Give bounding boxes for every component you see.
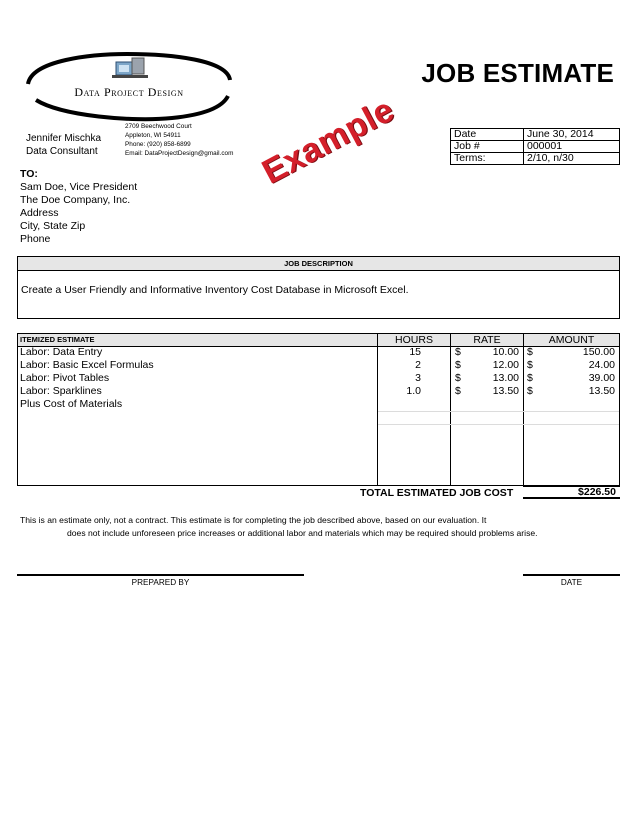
header-description: ITEMIZED ESTIMATE bbox=[20, 335, 95, 344]
info-value: 2/10, n/30 bbox=[524, 153, 620, 165]
grid-rule bbox=[378, 411, 619, 412]
row-amount: 150.00 bbox=[582, 346, 615, 358]
recipient-line: The Doe Company, Inc. bbox=[20, 194, 131, 206]
table-row bbox=[18, 372, 619, 385]
info-label: Date bbox=[451, 129, 524, 141]
date-signature-line bbox=[523, 574, 620, 576]
logo-text: Data Project Design bbox=[74, 85, 184, 99]
info-row bbox=[451, 141, 620, 153]
header-hours: HOURS bbox=[395, 334, 433, 346]
row-amount: 39.00 bbox=[588, 372, 615, 384]
row-amount: 24.00 bbox=[588, 359, 615, 371]
company-logo bbox=[22, 52, 232, 122]
row-rate-symbol: $ bbox=[455, 346, 461, 358]
recipient-line: Address bbox=[20, 207, 59, 219]
recipient-line: Phone bbox=[20, 233, 51, 245]
row-hours: 1.0 bbox=[406, 385, 421, 397]
recipient-line: City, State Zip bbox=[20, 220, 86, 232]
total-label: TOTAL ESTIMATED JOB COST bbox=[360, 487, 514, 499]
row-amount-symbol: $ bbox=[527, 359, 533, 371]
row-rate-symbol: $ bbox=[455, 372, 461, 384]
example-watermark: Example bbox=[256, 90, 401, 192]
email-line: Email: DataProjectDesign@gmail.com bbox=[125, 150, 234, 157]
header-amount: AMOUNT bbox=[548, 334, 595, 346]
row-hours: 3 bbox=[415, 372, 421, 384]
job-description-heading: JOB DESCRIPTION bbox=[18, 257, 619, 271]
recipient-block bbox=[20, 168, 137, 246]
row-description: Labor: Pivot Tables bbox=[20, 372, 110, 384]
phone-line: Phone: (920) 858-6899 bbox=[125, 141, 191, 148]
disclaimer-line: This is an estimate only, not a contract. This estimate is for completing the job described above, based on our evaluation. It bbox=[20, 515, 487, 525]
estimate-info-table bbox=[450, 128, 620, 165]
table-row bbox=[18, 359, 619, 372]
prepared-by-signature-line bbox=[17, 574, 304, 576]
row-rate: 13.50 bbox=[492, 385, 519, 397]
city-line: Appleton, WI 54911 bbox=[125, 132, 181, 139]
row-description: Labor: Basic Excel Formulas bbox=[20, 359, 154, 371]
contact-name: Jennifer Mischka bbox=[26, 133, 102, 144]
company-address bbox=[125, 122, 233, 158]
row-rate: 10.00 bbox=[492, 346, 519, 358]
row-description: Labor: Sparklines bbox=[20, 385, 102, 397]
row-amount: 13.50 bbox=[588, 385, 615, 397]
itemized-estimate-table bbox=[17, 333, 620, 486]
info-label: Job # bbox=[451, 141, 524, 153]
grid-rule bbox=[378, 424, 619, 425]
contact-title: Data Consultant bbox=[26, 146, 98, 157]
row-description: Plus Cost of Materials bbox=[20, 398, 123, 410]
prepared-by-label: PREPARED BY bbox=[131, 578, 190, 587]
total-value: $226.50 bbox=[523, 486, 620, 499]
table-row bbox=[18, 398, 619, 411]
contact-info bbox=[26, 132, 101, 158]
recipient-heading: TO: bbox=[20, 168, 38, 180]
row-amount-symbol: $ bbox=[527, 346, 533, 358]
info-value: June 30, 2014 bbox=[524, 129, 620, 141]
row-hours: 15 bbox=[409, 346, 421, 358]
row-amount-symbol: $ bbox=[527, 385, 533, 397]
header-rate: RATE bbox=[473, 334, 501, 346]
info-row bbox=[451, 153, 620, 165]
info-label: Terms: bbox=[451, 153, 524, 165]
row-hours: 2 bbox=[415, 359, 421, 371]
page-title: JOB ESTIMATE bbox=[421, 58, 614, 88]
info-value: 000001 bbox=[524, 141, 620, 153]
row-rate-symbol: $ bbox=[455, 359, 461, 371]
row-amount-symbol: $ bbox=[527, 372, 533, 384]
row-rate: 13.00 bbox=[492, 372, 519, 384]
address-line: 2709 Beechwood Court bbox=[125, 123, 192, 130]
info-row bbox=[451, 129, 620, 141]
job-description-box bbox=[17, 256, 620, 319]
table-row bbox=[18, 346, 619, 359]
table-row bbox=[18, 385, 619, 398]
row-description: Labor: Data Entry bbox=[20, 346, 103, 358]
disclaimer bbox=[20, 514, 620, 540]
recipient-line: Sam Doe, Vice President bbox=[20, 181, 138, 193]
date-label: DATE bbox=[560, 578, 583, 587]
row-rate: 12.00 bbox=[492, 359, 519, 371]
job-description-text: Create a User Friendly and Informative Inventory Cost Database in Microsoft Excel. bbox=[21, 284, 409, 296]
row-rate-symbol: $ bbox=[455, 385, 461, 397]
disclaimer-line: does not include unforeseen price increases or additional labor and materials which may be required should problems arise. bbox=[67, 528, 538, 538]
